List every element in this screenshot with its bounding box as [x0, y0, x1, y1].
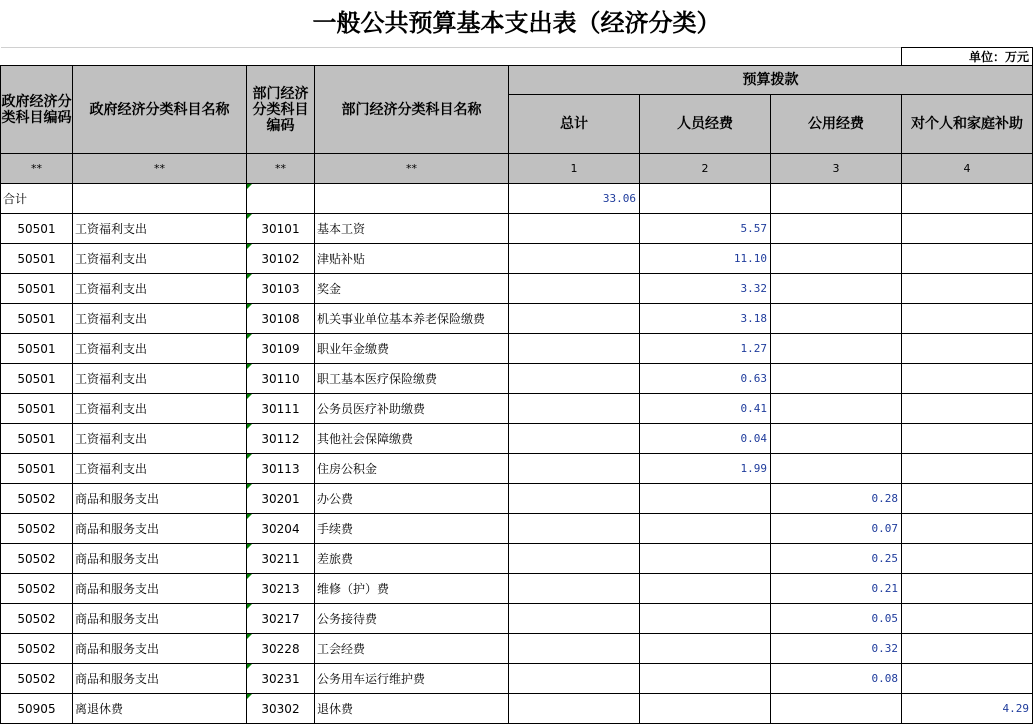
gov-name-cell: 工资福利支出 [73, 424, 247, 454]
dept-code-cell: 30213 [247, 574, 315, 604]
personnel-cell: 5.57 [640, 214, 771, 244]
dept-code-cell: 30109 [247, 334, 315, 364]
table-row [1, 334, 1033, 364]
total-cell [509, 304, 640, 334]
public-cell [771, 424, 902, 454]
table-row [1, 574, 1033, 604]
public-cell [771, 694, 902, 724]
table-row [1, 514, 1033, 544]
dept-code-cell: 30217 [247, 604, 315, 634]
gov-code-cell: 50502 [1, 634, 73, 664]
public-cell [771, 214, 902, 244]
gov-code-cell: 50501 [1, 334, 73, 364]
gov-code-cell: 50502 [1, 604, 73, 634]
total-cell [509, 484, 640, 514]
personnel-cell [640, 664, 771, 694]
total-cell [509, 694, 640, 724]
dept-name-cell: 手续费 [315, 514, 509, 544]
table-row [1, 544, 1033, 574]
personnel-cell: 11.10 [640, 244, 771, 274]
public-cell [771, 454, 902, 484]
gov-code-cell: 50501 [1, 364, 73, 394]
header-total: 总计 [509, 95, 640, 154]
table-row [1, 634, 1033, 664]
gov-name-cell: 工资福利支出 [73, 304, 247, 334]
total-cell [509, 364, 640, 394]
table-row [1, 274, 1033, 304]
personnel-cell: 0.04 [640, 424, 771, 454]
individual-cell [902, 214, 1033, 244]
personnel-cell: 0.63 [640, 364, 771, 394]
total-cell [509, 664, 640, 694]
dept-code-cell: 30112 [247, 424, 315, 454]
table-row [1, 454, 1033, 484]
index-cell: ** [73, 154, 247, 184]
table-row [1, 214, 1033, 244]
dept-code-cell: 30228 [247, 634, 315, 664]
total-cell [509, 634, 640, 664]
gov-name-cell: 商品和服务支出 [73, 484, 247, 514]
table-row [1, 244, 1033, 274]
dept-code-cell: 30108 [247, 304, 315, 334]
total-cell [509, 514, 640, 544]
unit-label: 单位：万元 [902, 48, 1033, 66]
dept-name-cell: 津贴补贴 [315, 244, 509, 274]
gov-name-cell: 工资福利支出 [73, 394, 247, 424]
total-value: 33.06 [509, 184, 640, 214]
dept-code-cell: 30113 [247, 454, 315, 484]
dept-name-cell: 公务用车运行维护费 [315, 664, 509, 694]
individual-cell [902, 304, 1033, 334]
total-cell [509, 394, 640, 424]
personnel-cell [640, 514, 771, 544]
total-row [1, 184, 1033, 214]
table-row [1, 394, 1033, 424]
dept-name-cell: 其他社会保障缴费 [315, 424, 509, 454]
personnel-cell [640, 694, 771, 724]
header-dept-code: 部门经济分类科目编码 [247, 66, 315, 154]
total-cell [509, 424, 640, 454]
public-cell: 0.08 [771, 664, 902, 694]
gov-name-cell: 商品和服务支出 [73, 604, 247, 634]
public-cell [771, 364, 902, 394]
gov-code-cell: 50501 [1, 454, 73, 484]
total-cell [509, 454, 640, 484]
gov-name-cell: 商品和服务支出 [73, 634, 247, 664]
gov-code-cell: 50905 [1, 694, 73, 724]
gov-code-cell: 50502 [1, 664, 73, 694]
dept-name-cell: 办公费 [315, 484, 509, 514]
personnel-cell [640, 634, 771, 664]
gov-name-cell: 商品和服务支出 [73, 664, 247, 694]
public-cell [771, 304, 902, 334]
individual-cell [902, 574, 1033, 604]
public-cell [771, 274, 902, 304]
individual-cell [902, 394, 1033, 424]
public-cell [771, 244, 902, 274]
gov-code-cell: 50501 [1, 244, 73, 274]
index-cell: 3 [771, 154, 902, 184]
individual-cell [902, 274, 1033, 304]
public-cell: 0.05 [771, 604, 902, 634]
personnel-cell: 3.18 [640, 304, 771, 334]
dept-code-cell: 30101 [247, 214, 315, 244]
total-cell [509, 604, 640, 634]
dept-name-cell: 职工基本医疗保险缴费 [315, 364, 509, 394]
total-cell [509, 244, 640, 274]
gov-code-cell: 50501 [1, 424, 73, 454]
total-cell [509, 214, 640, 244]
gov-code-cell: 50501 [1, 214, 73, 244]
dept-code-cell: 30211 [247, 544, 315, 574]
dept-name-cell: 工会经费 [315, 634, 509, 664]
gov-name-cell: 离退休费 [73, 694, 247, 724]
table-row [1, 424, 1033, 454]
dept-code-cell: 30302 [247, 694, 315, 724]
header-budget-group: 预算拨款 [509, 66, 1033, 95]
index-cell: 1 [509, 154, 640, 184]
total-cell [509, 334, 640, 364]
gov-code-cell: 50501 [1, 274, 73, 304]
dept-name-cell: 公务员医疗补助缴费 [315, 394, 509, 424]
header-public: 公用经费 [771, 95, 902, 154]
personnel-cell: 1.99 [640, 454, 771, 484]
individual-cell [902, 604, 1033, 634]
dept-code-cell: 30201 [247, 484, 315, 514]
gov-name-cell: 商品和服务支出 [73, 544, 247, 574]
table-row [1, 364, 1033, 394]
index-cell: ** [315, 154, 509, 184]
gov-name-cell: 工资福利支出 [73, 334, 247, 364]
index-cell: ** [1, 154, 73, 184]
personnel-cell [640, 574, 771, 604]
public-cell [771, 394, 902, 424]
public-cell [771, 334, 902, 364]
gov-name-cell: 工资福利支出 [73, 364, 247, 394]
page-title: 一般公共预算基本支出表（经济分类） [312, 7, 721, 37]
table-row [1, 304, 1033, 334]
public-cell: 0.28 [771, 484, 902, 514]
individual-cell: 4.29 [902, 694, 1033, 724]
gov-name-cell: 工资福利支出 [73, 214, 247, 244]
gov-code-cell: 50502 [1, 514, 73, 544]
dept-code-cell: 30102 [247, 244, 315, 274]
individual-cell [902, 544, 1033, 574]
dept-code-cell: 30231 [247, 664, 315, 694]
personnel-cell [640, 484, 771, 514]
dept-code-cell: 30110 [247, 364, 315, 394]
gov-name-cell: 工资福利支出 [73, 274, 247, 304]
header-individual: 对个人和家庭补助 [902, 95, 1033, 154]
dept-code-cell: 30111 [247, 394, 315, 424]
gov-code-cell: 50501 [1, 304, 73, 334]
individual-cell [902, 364, 1033, 394]
public-cell: 0.32 [771, 634, 902, 664]
header-personnel: 人员经费 [640, 95, 771, 154]
personnel-cell: 3.32 [640, 274, 771, 304]
gov-name-cell: 工资福利支出 [73, 454, 247, 484]
dept-name-cell: 差旅费 [315, 544, 509, 574]
dept-name-cell: 基本工资 [315, 214, 509, 244]
dept-code-cell: 30103 [247, 274, 315, 304]
table-row [1, 604, 1033, 634]
total-label: 合计 [1, 184, 73, 214]
dept-name-cell: 维修（护）费 [315, 574, 509, 604]
gov-name-cell: 商品和服务支出 [73, 514, 247, 544]
personnel-cell [640, 604, 771, 634]
individual-cell [902, 244, 1033, 274]
total-cell [509, 574, 640, 604]
public-cell: 0.25 [771, 544, 902, 574]
dept-name-cell: 住房公积金 [315, 454, 509, 484]
dept-code-cell: 30204 [247, 514, 315, 544]
header-dept-name: 部门经济分类科目名称 [315, 66, 509, 154]
table-row [1, 664, 1033, 694]
dept-name-cell: 奖金 [315, 274, 509, 304]
individual-cell [902, 634, 1033, 664]
header-gov-code: 政府经济分类科目编码 [1, 66, 73, 154]
dept-name-cell: 职业年金缴费 [315, 334, 509, 364]
gov-code-cell: 50501 [1, 394, 73, 424]
personnel-cell [640, 544, 771, 574]
personnel-cell: 0.41 [640, 394, 771, 424]
index-cell: ** [247, 154, 315, 184]
individual-cell [902, 664, 1033, 694]
index-cell: 2 [640, 154, 771, 184]
gov-name-cell: 工资福利支出 [73, 244, 247, 274]
public-cell: 0.07 [771, 514, 902, 544]
individual-cell [902, 334, 1033, 364]
individual-cell [902, 514, 1033, 544]
header-gov-name: 政府经济分类科目名称 [73, 66, 247, 154]
gov-code-cell: 50502 [1, 484, 73, 514]
dept-name-cell: 公务接待费 [315, 604, 509, 634]
index-cell: 4 [902, 154, 1033, 184]
total-cell [509, 274, 640, 304]
public-cell: 0.21 [771, 574, 902, 604]
dept-name-cell: 机关事业单位基本养老保险缴费 [315, 304, 509, 334]
individual-cell [902, 454, 1033, 484]
gov-code-cell: 50502 [1, 574, 73, 604]
dept-name-cell: 退休费 [315, 694, 509, 724]
gov-name-cell: 商品和服务支出 [73, 574, 247, 604]
individual-cell [902, 424, 1033, 454]
individual-cell [902, 484, 1033, 514]
personnel-cell: 1.27 [640, 334, 771, 364]
total-cell [509, 544, 640, 574]
gov-code-cell: 50502 [1, 544, 73, 574]
table-row [1, 694, 1033, 724]
table-row [1, 484, 1033, 514]
